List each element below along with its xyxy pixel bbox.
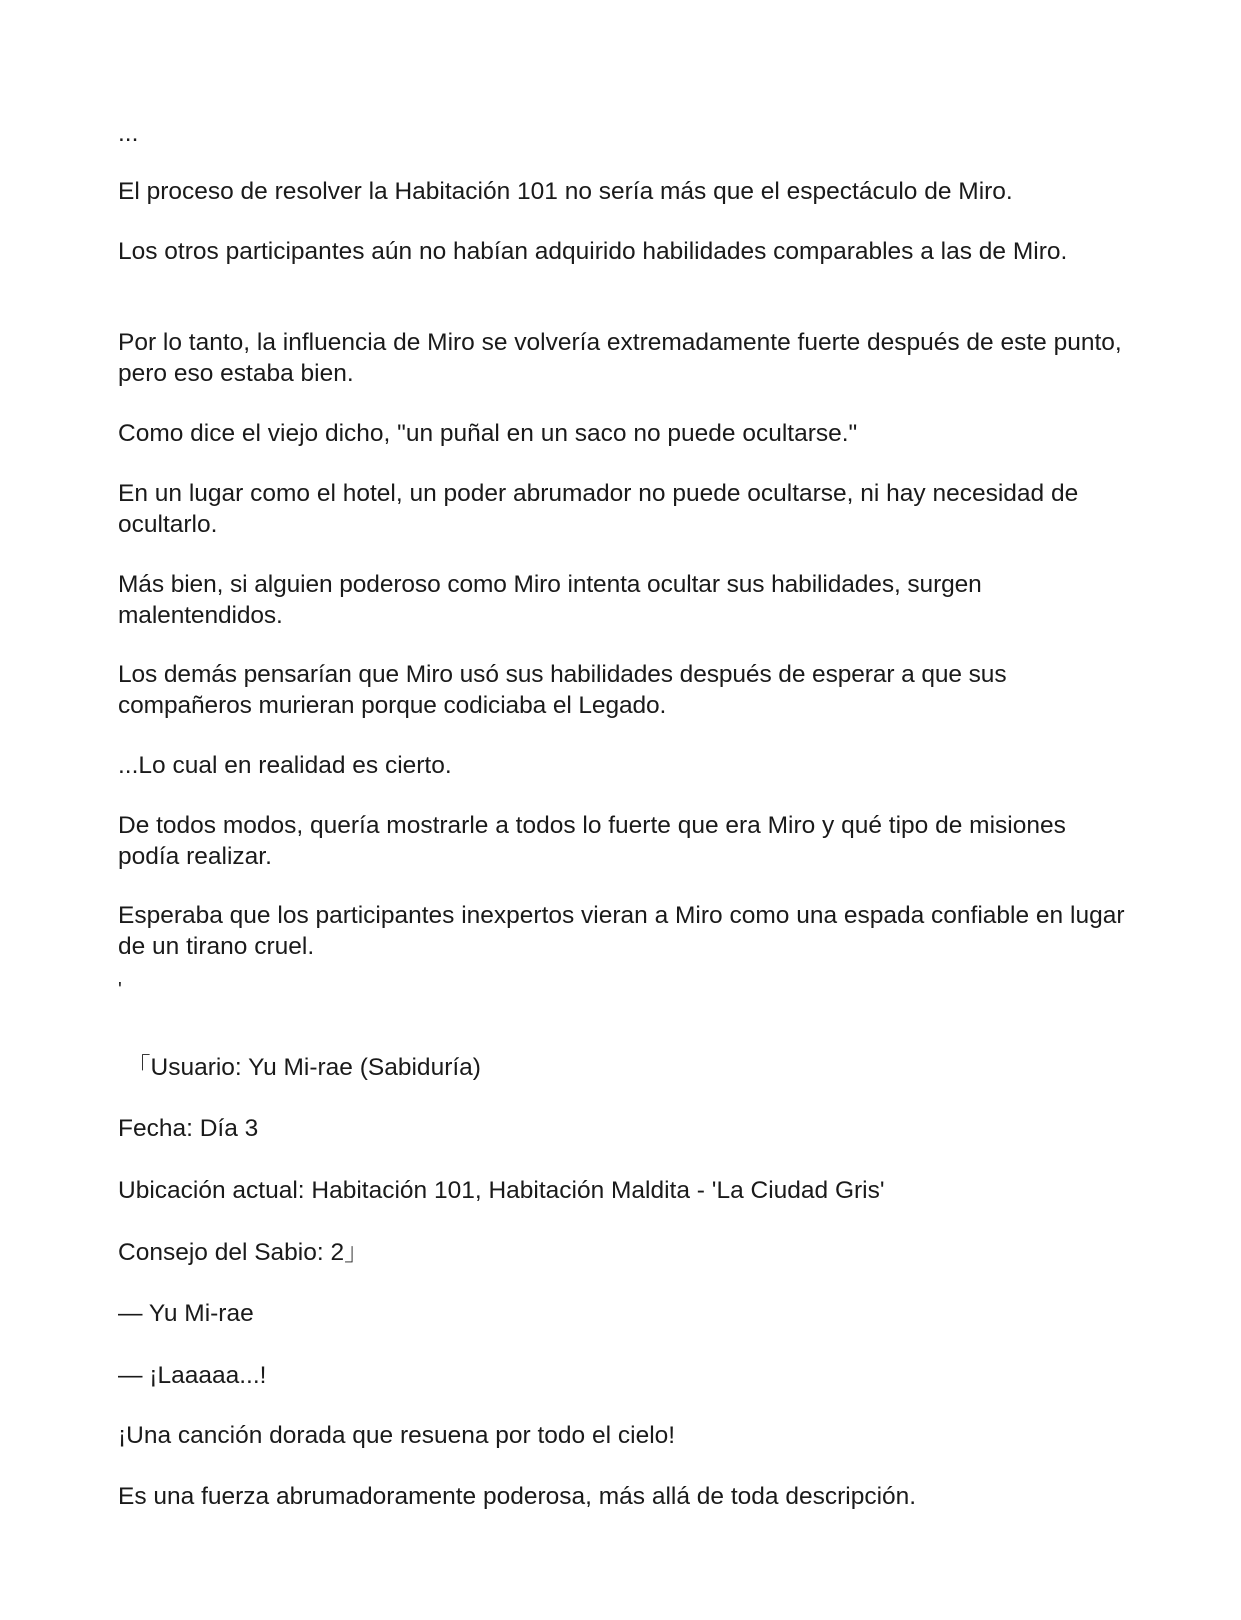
status-user: 「Usuario: Yu Mi-rae (Sabiduría): [126, 1054, 481, 1081]
paragraph: En un lugar como el hotel, un poder abrumador no puede ocultarse, ni hay necesidad de ocultarlo.: [118, 480, 1079, 538]
dialogue-line: — Yu Mi-rae: [118, 1300, 254, 1327]
paragraph: Más bien, si alguien poderoso como Miro intenta ocultar sus habilidades, surgen malentendidos.: [118, 571, 982, 629]
paragraph: De todos modos, quería mostrarle a todos lo fuerte que era Miro y qué tipo de misiones podía realizar.: [118, 812, 1066, 870]
paragraph-apostrophe: ': [118, 979, 122, 1001]
paragraph: Como dice el viejo dicho, "un puñal en un saco no puede ocultarse.": [118, 420, 858, 447]
dialogue-line: — ¡Laaaaa...!: [118, 1362, 267, 1389]
paragraph: Es una fuerza abrumadoramente poderosa, más allá de toda descripción.: [118, 1483, 917, 1510]
paragraph: Los otros participantes aún no habían adquirido habilidades comparables a las de Miro.: [118, 238, 1068, 265]
paragraph: Los demás pensarían que Miro usó sus habilidades después de esperar a que sus compañeros murieran porque codiciaba el Legado.: [118, 661, 1007, 719]
paragraph: Por lo tanto, la influencia de Miro se volvería extremadamente fuerte después de este punto, pero eso estaba bien.: [118, 329, 1122, 387]
paragraph: ¡Una canción dorada que resuena por todo el cielo!: [118, 1422, 676, 1449]
paragraph: El proceso de resolver la Habitación 101 no sería más que el espectáculo de Miro.: [118, 178, 1013, 205]
status-advice: Consejo del Sabio: 2」: [118, 1239, 369, 1266]
paragraph-ellipsis: ...: [118, 120, 139, 147]
status-location: Ubicación actual: Habitación 101, Habitación Maldita - 'La Ciudad Gris': [118, 1177, 885, 1204]
status-date: Fecha: Día 3: [118, 1115, 259, 1142]
paragraph: Esperaba que los participantes inexpertos vieran a Miro como una espada confiable en lugar de un tirano cruel.: [118, 902, 1125, 960]
paragraph: ...Lo cual en realidad es cierto.: [118, 752, 452, 779]
